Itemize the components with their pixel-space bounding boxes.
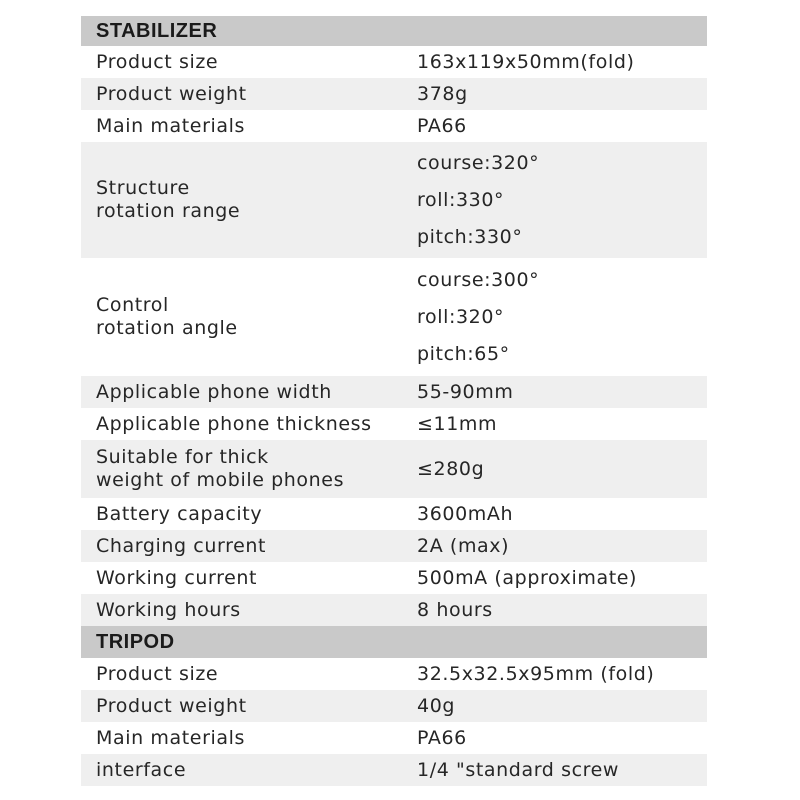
spec-label: Working hours <box>96 598 241 621</box>
spec-label: Product size <box>96 662 219 685</box>
spec-row-control-rotation-angle <box>81 258 707 376</box>
spec-value-line: roll:320° <box>417 305 505 328</box>
spec-label: interface <box>96 758 187 781</box>
spec-label-line: Suitable for thick <box>96 446 269 468</box>
spec-label: Applicable phone thickness <box>96 412 372 435</box>
spec-label: Product weight <box>96 694 247 717</box>
spec-value <box>417 145 707 256</box>
spec-row-battery-capacity <box>81 498 707 530</box>
spec-label <box>81 177 417 223</box>
section-title: TRIPOD <box>96 630 175 653</box>
spec-row-product-weight <box>81 78 707 110</box>
spec-value: 378g <box>417 82 468 105</box>
spec-value: 40g <box>417 694 456 717</box>
spec-value: 32.5x32.5x95mm (fold) <box>417 662 655 685</box>
spec-row-structure-rotation-range <box>81 142 707 258</box>
section-title: STABILIZER <box>96 19 218 42</box>
spec-label-line: rotation angle <box>96 317 238 339</box>
spec-value-line: course:300° <box>417 268 540 291</box>
section-header-stabilizer <box>81 16 707 46</box>
spec-label: Battery capacity <box>96 502 263 525</box>
spec-value: 8 hours <box>417 598 493 621</box>
spec-value-line: pitch:330° <box>417 225 523 248</box>
spec-value: 2A (max) <box>417 534 510 557</box>
spec-row-tripod-product-weight <box>81 690 707 722</box>
spec-value-line: roll:330° <box>417 188 505 211</box>
spec-value: 3600mAh <box>417 502 514 525</box>
spec-row-working-hours <box>81 594 707 626</box>
spec-value-line: pitch:65° <box>417 342 510 365</box>
spec-table <box>81 16 707 786</box>
spec-label: Applicable phone width <box>96 380 332 403</box>
spec-value: ≤11mm <box>417 412 498 435</box>
spec-value <box>417 262 707 373</box>
spec-value: 163x119x50mm(fold) <box>417 50 635 73</box>
spec-row-product-size <box>81 46 707 78</box>
spec-row-working-current <box>81 562 707 594</box>
spec-value-line: course:320° <box>417 151 540 174</box>
spec-row-tripod-interface <box>81 754 707 786</box>
spec-value: 500mA (approximate) <box>417 566 638 589</box>
spec-value: ≤280g <box>417 457 485 480</box>
spec-value: 1/4 "standard screw <box>417 758 620 781</box>
spec-value: 55-90mm <box>417 380 514 403</box>
spec-row-applicable-phone-width <box>81 376 707 408</box>
spec-value: PA66 <box>417 114 467 137</box>
spec-label: Working current <box>96 566 258 589</box>
spec-label: Charging current <box>96 534 267 557</box>
spec-label-line: Structure <box>96 177 190 199</box>
spec-row-suitable-weight <box>81 440 707 498</box>
spec-label: Main materials <box>96 726 245 749</box>
spec-label-line: Control <box>96 294 169 316</box>
spec-label-line: weight of mobile phones <box>96 469 345 491</box>
spec-row-main-materials <box>81 110 707 142</box>
spec-label-line: rotation range <box>96 200 241 222</box>
spec-row-charging-current <box>81 530 707 562</box>
spec-label <box>81 446 417 492</box>
spec-row-tripod-main-materials <box>81 722 707 754</box>
section-header-tripod <box>81 626 707 658</box>
spec-row-applicable-phone-thickness <box>81 408 707 440</box>
spec-value: PA66 <box>417 726 467 749</box>
spec-label <box>81 294 417 340</box>
spec-label: Main materials <box>96 114 245 137</box>
spec-label: Product size <box>96 50 219 73</box>
spec-label: Product weight <box>96 82 247 105</box>
spec-row-tripod-product-size <box>81 658 707 690</box>
